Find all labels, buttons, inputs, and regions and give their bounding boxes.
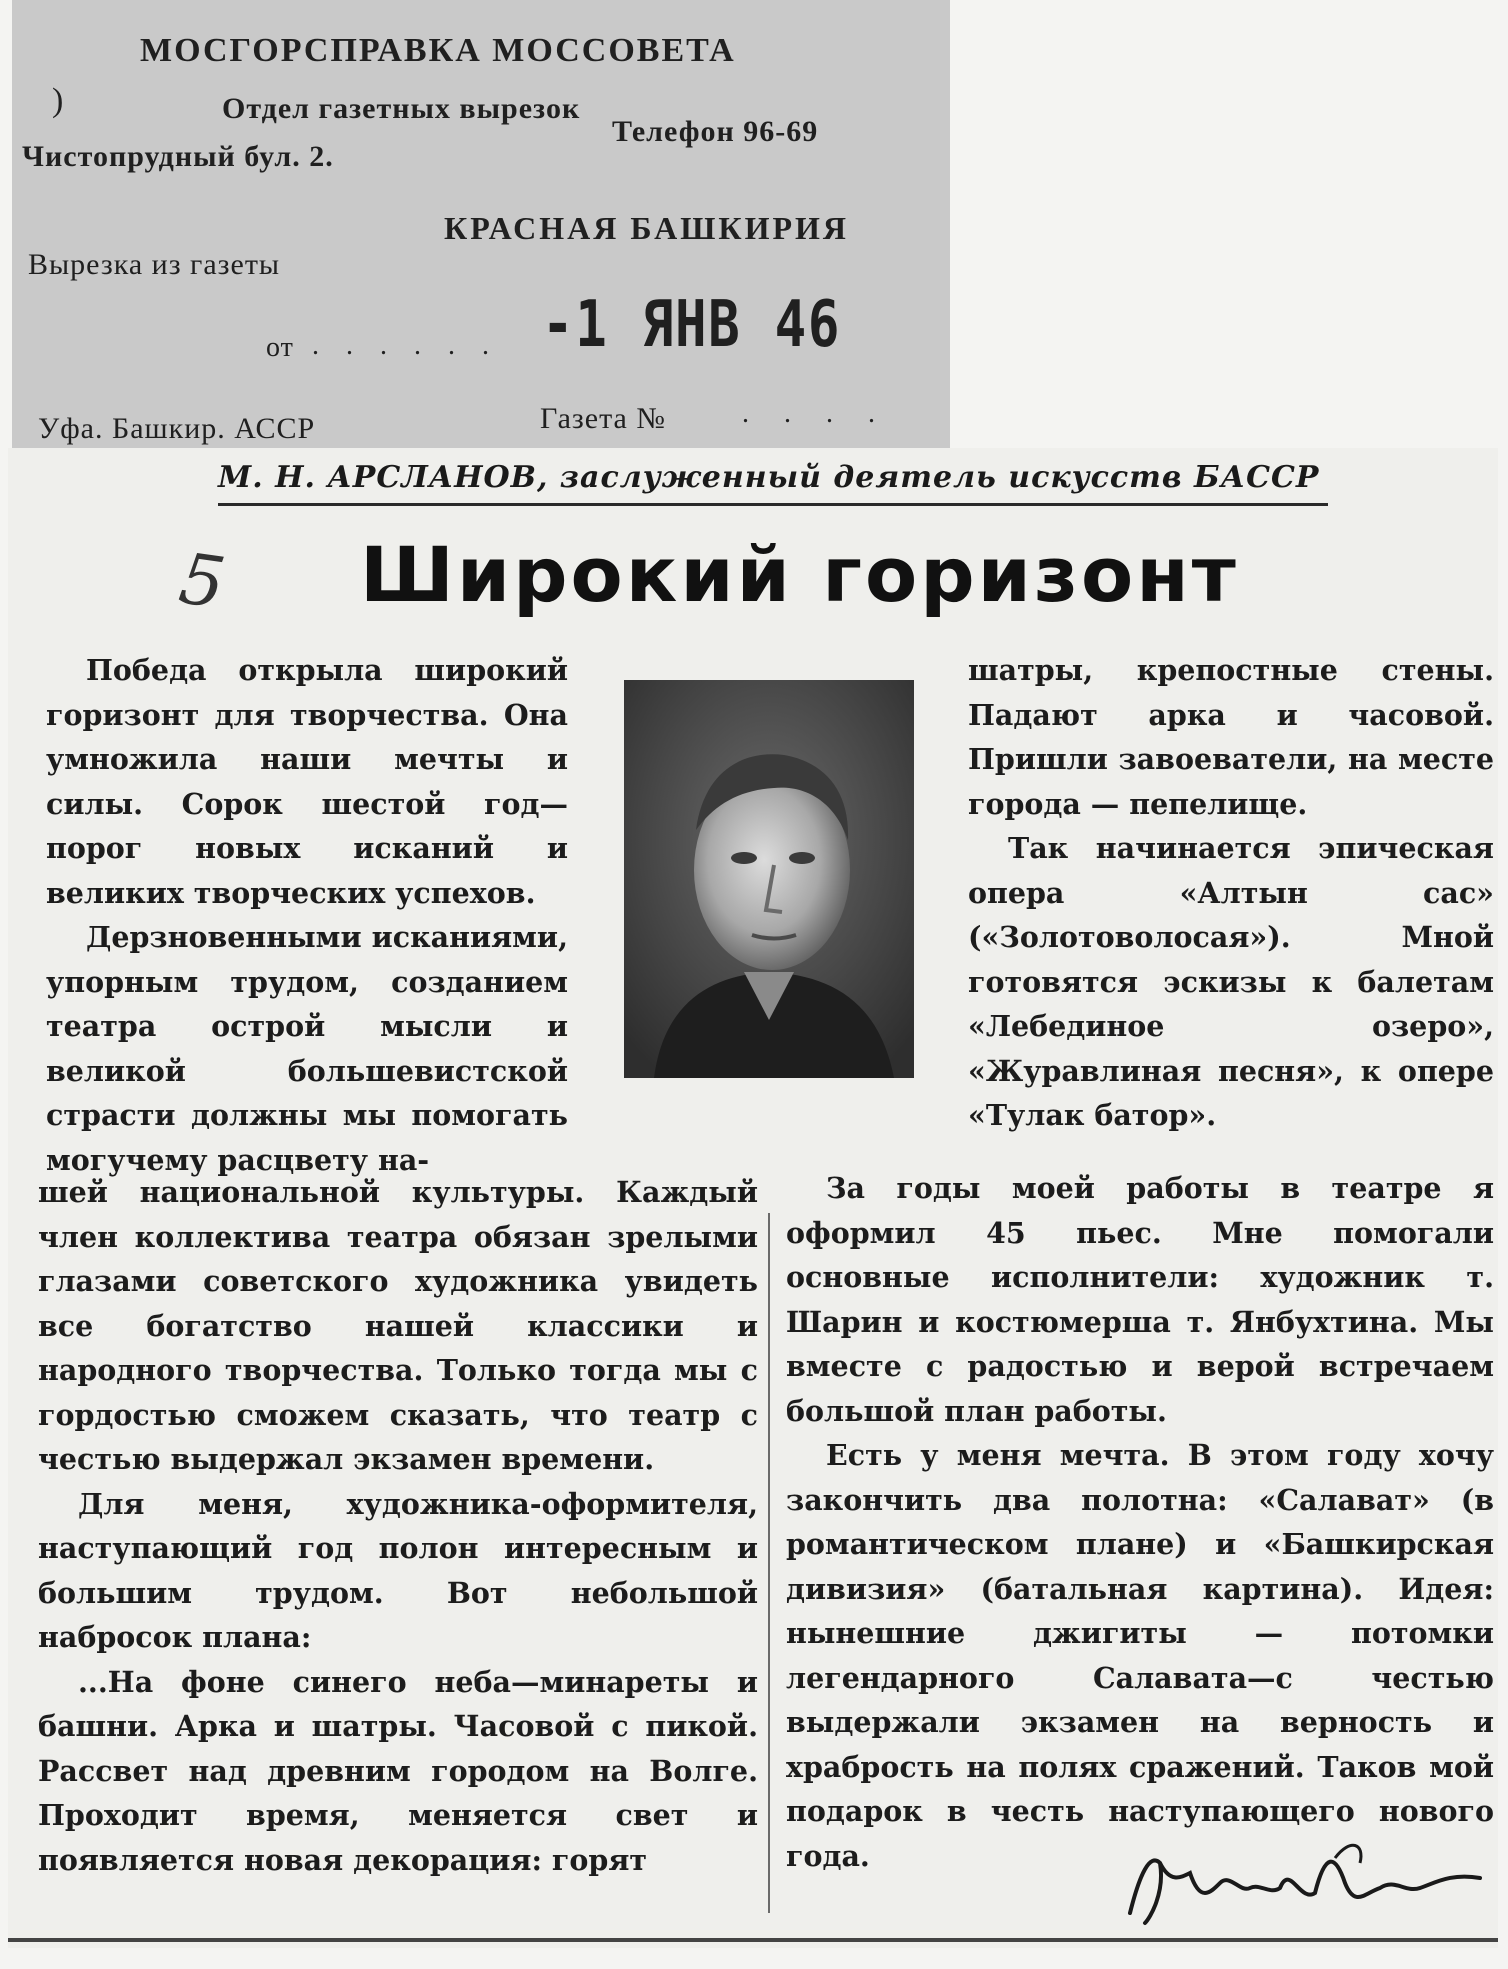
stamp-address: Чистопрудный бул. 2. (22, 140, 334, 173)
clip-label: Вырезка из газеты (28, 248, 281, 281)
date-stamp: -1 ЯНВ 46 (542, 288, 842, 362)
issue-dotted-line: . . . . (742, 398, 889, 429)
article-column-right-bottom (786, 1166, 1494, 1878)
from-label: от (266, 332, 294, 363)
article-column-left-bottom (38, 1170, 758, 1882)
paragraph: шатры, крепостные стены. Падают арка и часовой. Пришли завоеватели, на месте города — пепелище. (968, 653, 1494, 821)
handwritten-signature (1120, 1833, 1490, 1933)
pencil-number-mark: 5 (174, 537, 231, 625)
stamp-phone: Телефон 96-69 (612, 115, 819, 148)
date-dotted-line: . . . . . . (312, 330, 499, 361)
paragraph: Так начинается эпическая опера «Алтын сас» («Золотоволосая»). Мной готовятся эскизы к балетам «Лебединое озеро», «Журавлиная песня», к опере «Тулак батор». (968, 831, 1494, 1132)
headline: Широкий горизонт (360, 530, 1239, 619)
paragraph: За годы моей работы в театре я оформил 45 пьес. Мне помогали основные исполнители: художник т. Шарин и костюмерша т. Янбухтина. Мы вместе с радостью и верой встречаем большой план работы. (786, 1171, 1494, 1428)
byline-underline (218, 503, 1328, 506)
newspaper-clipping (8, 448, 1498, 1948)
paragraph: Есть у меня мечта. В этом году хочу закончить два полотна: «Салават» (в романтическом плане) и «Башкирская дивизия» (батальная картина). Идея: нынешние джигиты — потомки легендарного Салавата—с честью выдержали экзамен на верность и храбрость на полях сражений. Таков мой подарок в честь наступающего нового года. (786, 1438, 1494, 1873)
paragraph: Для меня, художника-оформителя, наступающий год полон интересным и большим трудом. Вот небольшой набросок плана: (38, 1486, 758, 1654)
bottom-rule (8, 1938, 1498, 1942)
newspaper-name: КРАСНАЯ БАШКИРИЯ (444, 210, 850, 246)
article-column-left-top (46, 648, 568, 1182)
stamp-department: Отдел газетных вырезок (222, 92, 581, 125)
stamp-city: Уфа. Башкир. АССР (38, 412, 316, 445)
stamp-title: МОСГОРСПРАВКА МОССОВЕТА (140, 32, 736, 69)
issue-label: Газета № (540, 402, 666, 435)
author-portrait-photo (624, 680, 914, 1078)
paragraph: Победа открыла широкий горизонт для творчества. Она умножила наши мечты и силы. Сорок шестой год— порог новых исканий и великих творческих успехов. (46, 653, 568, 910)
byline: М. Н. АРСЛАНОВ, заслуженный деятель искусств БАССР (218, 460, 1320, 495)
clipping-service-stamp-card (12, 0, 950, 470)
paragraph: Дерзновенными исканиями, упорным трудом, созданием театра острой мысли и великой большевистской страсти должны мы помогать могучему расцвету на- (46, 920, 568, 1177)
column-divider (768, 1213, 770, 1913)
paragraph: шей национальной культуры. Каждый член коллектива театра обязан зрелыми глазами советского художника увидеть все богатство нашей классики и народного творчества. Только тогда мы с гордостью сможем сказать, что театр с честью выдержал экзамен времени. (38, 1175, 758, 1476)
card-mark: ) (52, 82, 65, 119)
paragraph: ...На фоне синего неба—минареты и башни. Арка и шатры. Часовой с пикой. Рассвет над древним городом на Волге. Проходит время, меняется свет и появляется новая декорация: горят (38, 1664, 758, 1877)
article-column-right-top (968, 648, 1494, 1138)
